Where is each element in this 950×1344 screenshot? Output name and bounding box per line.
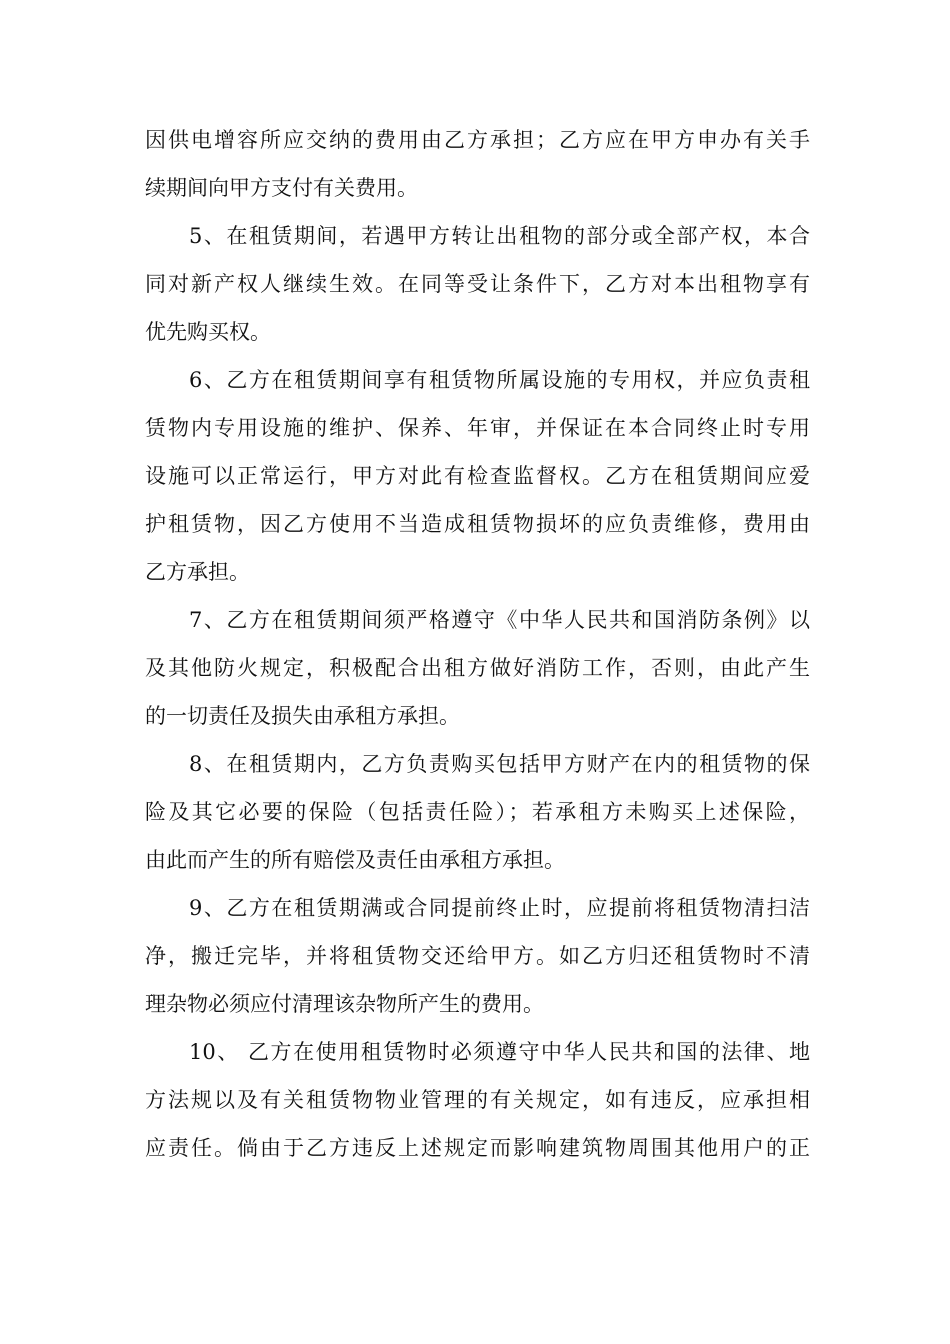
text-line: 9、乙方在租赁期满或合同提前终止时，应提前将租赁物清扫洁 (189, 896, 810, 920)
text-line: 及其他防火规定，积极配合出租方做好消防工作，否则，由此产生 (145, 656, 810, 680)
paragraph-clause-8 (145, 740, 810, 884)
text-line: 险及其它必要的保险（包括责任险）；若承租方未购买上述保险， (145, 800, 810, 824)
paragraph-clause-5 (145, 212, 810, 356)
text-line: 的一切责任及损失由承租方承担。 (145, 704, 460, 728)
text-line: 乙方承担。 (145, 560, 250, 584)
text-line: 方法规以及有关租赁物物业管理的有关规定，如有违反，应承担相 (145, 1088, 810, 1112)
text-line: 因供电增容所应交纳的费用由乙方承担；乙方应在甲方申办有关手 (145, 128, 810, 152)
paragraph-clause-9 (145, 884, 810, 1028)
text-line: 8、在租赁期内，乙方负责购买包括甲方财产在内的租赁物的保 (189, 752, 810, 776)
text-line: 10、 乙方在使用租赁物时必须遵守中华人民共和国的法律、地 (189, 1040, 810, 1064)
paragraph-clause-7 (145, 596, 810, 740)
paragraph-continued (145, 116, 810, 212)
text-line: 理杂物必须应付清理该杂物所产生的费用。 (145, 992, 544, 1016)
document-body (145, 116, 810, 1172)
text-line: 同对新产权人继续生效。在同等受让条件下，乙方对本出租物享有 (145, 272, 810, 296)
paragraph-clause-10 (145, 1028, 810, 1172)
text-line: 优先购买权。 (145, 320, 271, 344)
text-line: 7、乙方在租赁期间须严格遵守《中华人民共和国消防条例》以 (189, 608, 810, 632)
text-line: 6、乙方在租赁期间享有租赁物所属设施的专用权，并应负责租 (189, 368, 810, 392)
paragraph-clause-6 (145, 356, 810, 596)
text-line: 护租赁物，因乙方使用不当造成租赁物损坏的应负责维修，费用由 (145, 512, 810, 536)
text-line: 净，搬迁完毕，并将租赁物交还给甲方。如乙方归还租赁物时不清 (145, 944, 810, 968)
text-line: 应责任。倘由于乙方违反上述规定而影响建筑物周围其他用户的正 (145, 1136, 810, 1160)
text-line: 设施可以正常运行，甲方对此有检查监督权。乙方在租赁期间应爱 (145, 464, 810, 488)
text-line: 续期间向甲方支付有关费用。 (145, 176, 418, 200)
text-line: 赁物内专用设施的维护、保养、年审，并保证在本合同终止时专用 (145, 416, 810, 440)
text-line: 由此而产生的所有赔偿及责任由承租方承担。 (145, 848, 565, 872)
text-line: 5、在租赁期间，若遇甲方转让出租物的部分或全部产权，本合 (189, 224, 810, 248)
